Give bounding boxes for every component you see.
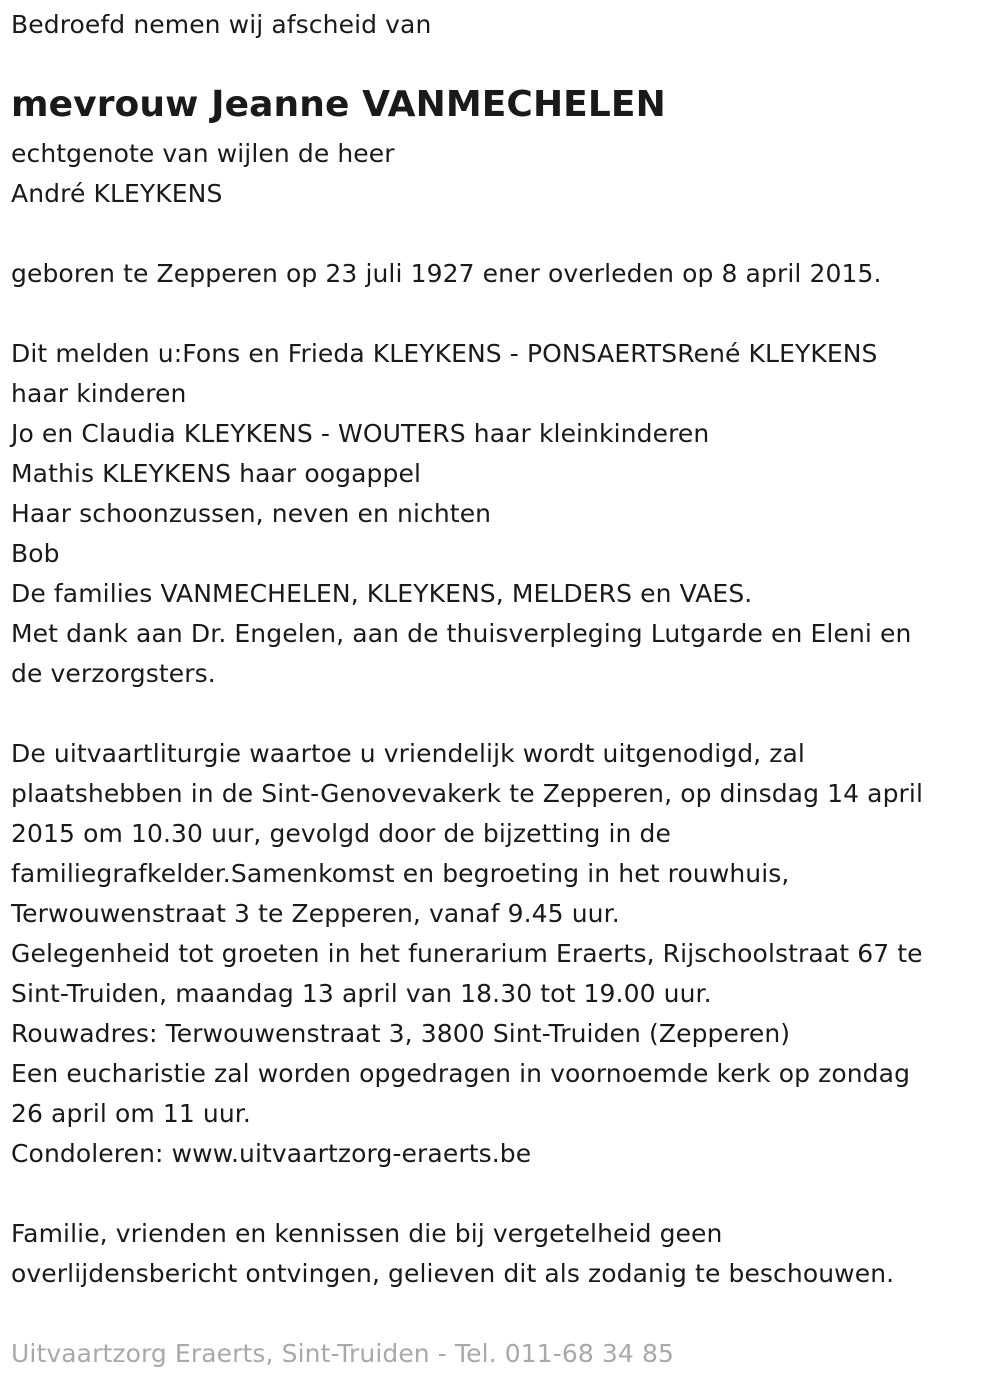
- family-line: Met dank aan Dr. Engelen, aan de thuisverpleging Lutgarde en Eleni en: [11, 619, 912, 648]
- ceremony-line: familiegrafkelder.Samenkomst en begroeting in het rouwhuis,: [11, 859, 790, 888]
- spouse-line-1: echtgenote van wijlen de heer: [11, 139, 395, 168]
- intro-text: Bedroefd nemen wij afscheid van: [11, 10, 432, 39]
- family-line: haar kinderen: [11, 379, 187, 408]
- ceremony-line: Sint-Truiden, maandag 13 april van 18.30 tot 19.00 uur.: [11, 979, 712, 1008]
- closing-line: Familie, vrienden en kennissen die bij vergetelheid geen: [11, 1219, 723, 1248]
- family-line: de verzorgsters.: [11, 659, 216, 688]
- ceremony-line: plaatshebben in de Sint-Genovevakerk te Zepperen, op dinsdag 14 april: [11, 779, 924, 808]
- ceremony-line: Gelegenheid tot groeten in het funerarium Eraerts, Rijschoolstraat 67 te: [11, 939, 923, 968]
- funeral-home-footer: Uitvaartzorg Eraerts, Sint-Truiden - Tel. 011-68 34 85: [11, 1339, 674, 1368]
- family-line: Jo en Claudia KLEYKENS - WOUTERS haar kleinkinderen: [11, 419, 710, 448]
- ceremony-line: Terwouwenstraat 3 te Zepperen, vanaf 9.45 uur.: [11, 899, 620, 928]
- spouse-line-2: André KLEYKENS: [11, 179, 223, 208]
- ceremony-line: 26 april om 11 uur.: [11, 1099, 251, 1128]
- ceremony-line: 2015 om 10.30 uur, gevolgd door de bijzetting in de: [11, 819, 671, 848]
- condolence-line: Condoleren: www.uitvaartzorg-eraerts.be: [11, 1139, 532, 1168]
- family-line: Haar schoonzussen, neven en nichten: [11, 499, 492, 528]
- family-line: Mathis KLEYKENS haar oogappel: [11, 459, 422, 488]
- family-line: Bob: [11, 539, 60, 568]
- family-line: De families VANMECHELEN, KLEYKENS, MELDERS en VAES.: [11, 579, 753, 608]
- ceremony-line: Een eucharistie zal worden opgedragen in voornoemde kerk op zondag: [11, 1059, 911, 1088]
- deceased-name: mevrouw Jeanne VANMECHELEN: [11, 84, 666, 125]
- family-line: Dit melden u:Fons en Frieda KLEYKENS - PONSAERTSRené KLEYKENS: [11, 339, 878, 368]
- ceremony-line: Rouwadres: Terwouwenstraat 3, 3800 Sint-Truiden (Zepperen): [11, 1019, 791, 1048]
- birth-death-line: geboren te Zepperen op 23 juli 1927 ener overleden op 8 april 2015.: [11, 259, 882, 288]
- ceremony-line: De uitvaartliturgie waartoe u vriendelijk wordt uitgenodigd, zal: [11, 739, 805, 768]
- closing-line: overlijdensbericht ontvingen, gelieven dit als zodanig te beschouwen.: [11, 1259, 895, 1288]
